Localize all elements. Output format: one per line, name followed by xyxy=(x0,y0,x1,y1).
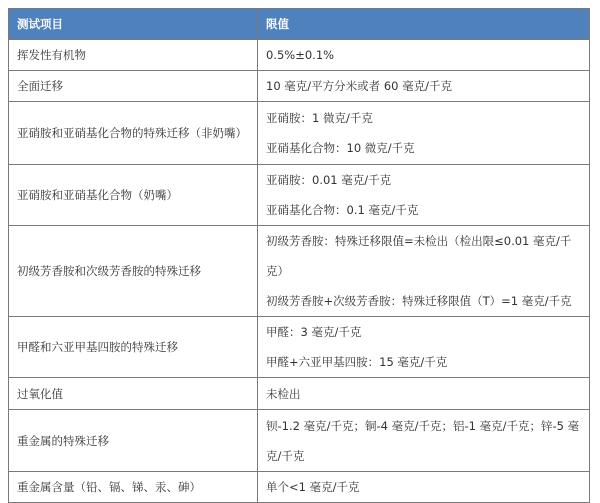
limit-cell xyxy=(258,317,590,378)
limit-text: 甲醛+六亚甲基四胺：15 毫克/千克 xyxy=(266,355,448,369)
test-limits-table xyxy=(8,8,590,503)
table-row xyxy=(9,40,590,71)
limit-text: 亚硝基化合物：10 微克/千克 xyxy=(266,141,415,155)
table-row xyxy=(9,226,590,317)
table-header-row xyxy=(9,9,590,40)
limit-cell xyxy=(258,40,590,71)
limit-cell xyxy=(258,378,590,410)
header-limit: 限值 xyxy=(258,9,590,40)
limit-text: 亚硝胺：1 微克/千克 xyxy=(266,111,373,125)
limit-text: 亚硝胺：0.01 毫克/千克 xyxy=(266,173,392,187)
table-row xyxy=(9,317,590,378)
test-item-cell: 初级芳香胺和次级芳香胺的特殊迁移 xyxy=(9,226,258,317)
table-row xyxy=(9,472,590,503)
table-row xyxy=(9,102,590,165)
limit-text: 未检出 xyxy=(266,386,301,401)
header-test-item: 测试项目 xyxy=(9,9,258,40)
limit-cell xyxy=(258,472,590,503)
limit-text: 钡-1.2 毫克/千克；铜-4 毫克/千克；铝-1 毫克/千克；锌-5 毫克/千克 xyxy=(266,418,580,463)
limit-text: 0.5%±0.1% xyxy=(266,48,335,62)
table-row xyxy=(9,378,590,410)
limit-text: 初级芳香胺+次级芳香胺：特殊迁移限值（T）=1 毫克/千克 xyxy=(266,294,572,308)
limit-text: 10 毫克/平方分米或者 60 毫克/千克 xyxy=(266,79,452,93)
limit-text: 亚硝基化合物：0.1 毫克/千克 xyxy=(266,203,419,217)
limit-text: 甲醛：3 毫克/千克 xyxy=(266,325,362,339)
limit-cell xyxy=(258,71,590,102)
test-item-cell: 挥发性有机物 xyxy=(9,40,258,71)
test-item-cell: 全面迁移 xyxy=(9,71,258,102)
test-item-cell: 亚硝胺和亚硝基化合物的特殊迁移（非奶嘴） xyxy=(9,102,258,165)
test-item-cell: 过氧化值 xyxy=(9,378,258,410)
test-item-cell: 重金属的特殊迁移 xyxy=(9,410,258,472)
limit-cell xyxy=(258,165,590,226)
test-item-cell: 亚硝胺和亚硝基化合物（奶嘴） xyxy=(9,165,258,226)
limit-cell xyxy=(258,102,590,165)
table-row xyxy=(9,71,590,102)
limit-cell xyxy=(258,226,590,317)
limit-text: 单个<1 毫克/千克 xyxy=(266,480,360,494)
limit-cell xyxy=(258,410,590,472)
table-row xyxy=(9,165,590,226)
test-item-cell: 重金属含量（铅、镉、锑、汞、砷） xyxy=(9,472,258,503)
table-row xyxy=(9,410,590,472)
test-item-cell: 甲醛和六亚甲基四胺的特殊迁移 xyxy=(9,317,258,378)
limit-text: 初级芳香胺：特殊迁移限值=未检出（检出限≤0.01 毫克/千克） xyxy=(266,234,572,278)
